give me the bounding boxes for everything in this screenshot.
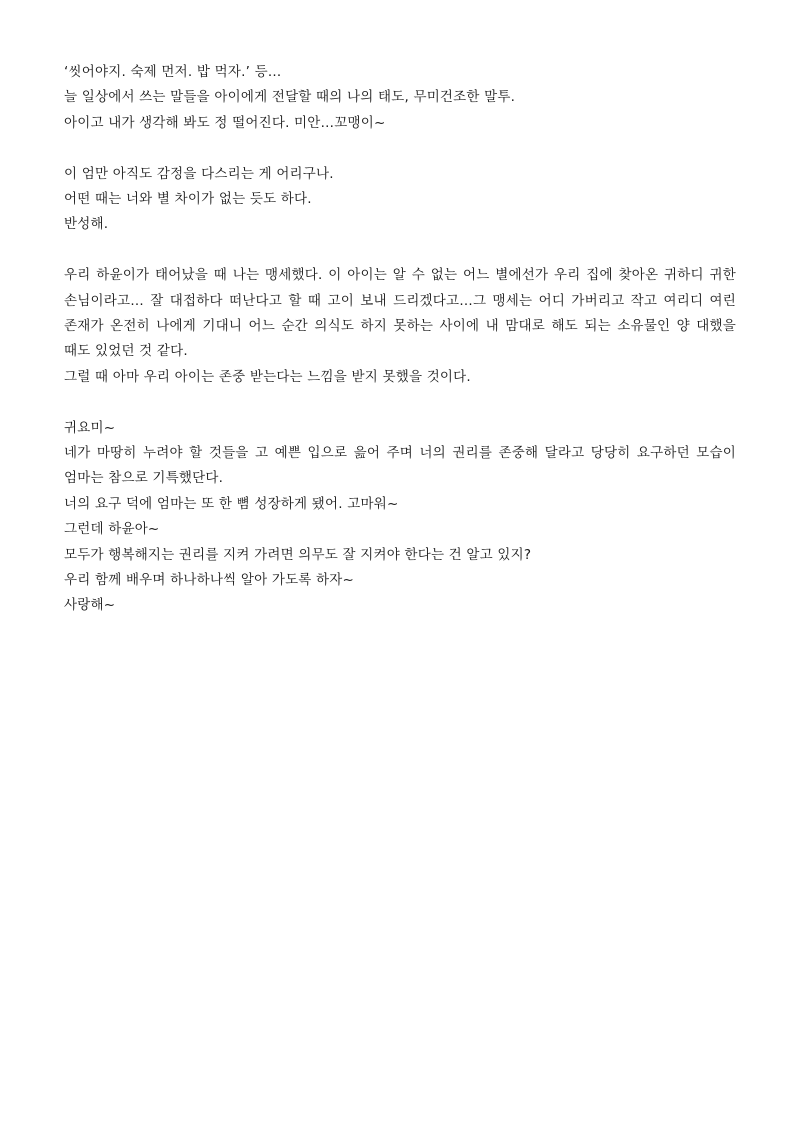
text-line: 반성해.	[64, 216, 109, 233]
text-line: 그럴 때 아마 우리 아이는 존중 받는다는 느낌을 받지 못했을 것이다.	[64, 368, 471, 385]
paragraph-1	[64, 60, 736, 136]
paragraph-4	[64, 416, 736, 619]
text-line: 모두가 행복해지는 권리를 지켜 가려면 의무도 잘 지켜야 한다는 건 알고 있지?	[64, 546, 532, 563]
text-line: ‘씻어야지. 숙제 먼저. 밥 먹자.’ 등…	[64, 64, 282, 80]
text-line: 이 엄만 아직도 감정을 다스리는 게 어리구나.	[64, 165, 334, 182]
text-line: 우리 함께 배우며 하나하나씩 알아 가도록 하자~	[64, 572, 355, 589]
text-line: 귀요미~	[64, 419, 116, 436]
text-line: 사랑해~	[64, 597, 116, 614]
text-block: 네가 마땅히 누려야 할 것들을 고 예쁜 입으로 읊어 주며 너의 권리를 존중해 달라고 당당히 요구하던 모습이 엄마는 참으로 기특했단다.	[64, 445, 736, 487]
text-line: 너의 요구 덕에 엄마는 또 한 뼘 성장하게 됐어. 고마워~	[64, 495, 399, 512]
text-line: 늘 일상에서 쓰는 말들을 아이에게 전달할 때의 나의 태도, 무미건조한 말투.	[64, 89, 516, 106]
text-line: 아이고 내가 생각해 봐도 정 떨어진다. 미안…꼬맹이~	[64, 114, 386, 131]
paragraph-3	[64, 263, 736, 390]
text-block: 우리 하윤이가 태어났을 때 나는 맹세했다. 이 아이는 알 수 없는 어느 별에선가 우리 집에 찾아온 귀하디 귀한 손님이라고… 잘 대접하다 떠난다고 할 때 고이 보내 드리겠다고…그 맹세는 어디 가버리고 작고 여리디 여린 존재가 온전히 나에게 기대니 어느 순간 의식도 하지 못하는 사이에 내 맘대로 해도 되는 소유물인 양 대했을 때도 있었던 것 같다.	[64, 267, 736, 360]
document-body	[64, 60, 736, 619]
text-line: 어떤 때는 너와 별 차이가 없는 듯도 하다.	[64, 191, 312, 208]
text-line: 그런데 하윤아~	[64, 521, 160, 538]
paragraph-2	[64, 162, 736, 238]
